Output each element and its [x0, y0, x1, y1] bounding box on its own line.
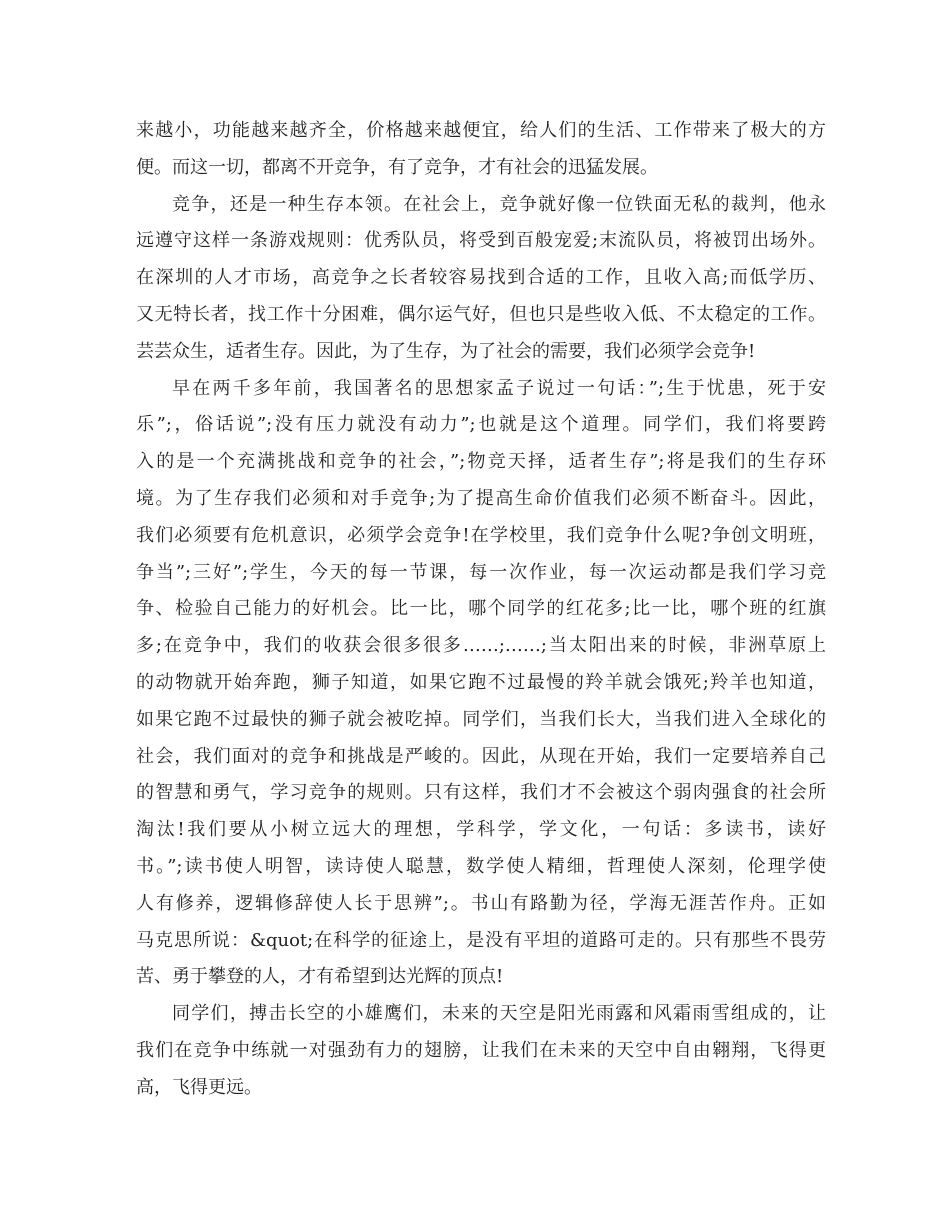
- text-line: 远遵守这样一条游戏规则：优秀队员，将受到百般宠爱;末流队员，将被罚出场外。: [136, 230, 826, 252]
- text-line: 来越小，功能越来越齐全，价格越来越便宜，给人们的生活、工作带来了极大的方: [136, 120, 826, 141]
- text-line: 多;在竞争中，我们的收获会很多很多……;……;当太阳出来的时候，非洲草原上: [136, 635, 826, 657]
- text-line: 马克思所说：&quot;在科学的征途上，是没有平坦的道路可走的。只有那些不畏劳: [136, 929, 826, 951]
- text-line: 芸芸众生，适者生存。因此，为了生存，为了社会的需要，我们必须学会竞争!: [136, 340, 756, 362]
- text-line: 争当”;三好”;学生，今天的每一节课，每一次作业，每一次运动都是我们学习竞: [136, 561, 826, 583]
- text-line: 早在两千多年前，我国著名的思想家孟子说过一句话：”;生于忧患，死于安: [172, 377, 826, 399]
- text-line: 书。”;读书使人明智，读诗使人聪慧，数学使人精细，哲理使人深刻，伦理学使: [136, 855, 826, 877]
- text-line: 社会，我们面对的竞争和挑战是严峻的。因此，从现在开始，我们一定要培养自己: [136, 745, 826, 767]
- text-line: 如果它跑不过最快的狮子就会被吃掉。同学们，当我们长大，当我们进入全球化的: [136, 708, 826, 730]
- text-line: 人有修养，逻辑修辞使人长于思辨”;。书山有路勤为径，学海无涯苦作舟。正如: [136, 892, 826, 914]
- text-line: 我们在竞争中练就一对强劲有力的翅膀，让我们在未来的天空中自由翱翔，飞得更: [136, 1039, 826, 1061]
- text-line: 入的是一个充满挑战和竞争的社会，”;物竞天择，适者生存”;将是我们的生存环: [136, 451, 826, 473]
- text-line: 乐”;，俗话说”;没有压力就没有动力”;也就是这个道理。同学们，我们将要跨: [136, 414, 826, 436]
- text-line: 争、检验自己能力的好机会。比一比，哪个同学的红花多;比一比，哪个班的红旗: [136, 598, 826, 620]
- text-line: 又无特长者，找工作十分困难，偶尔运气好，但也只是些收入低、不太稳定的工作。: [136, 303, 826, 325]
- text-line: 境。为了生存我们必须和对手竞争;为了提高生命价值我们必须不断奋斗。因此，: [136, 487, 826, 509]
- text-line: 的动物就开始奔跑，狮子知道，如果它跑不过最慢的羚羊就会饿死;羚羊也知道，: [136, 671, 826, 693]
- text-line: 便。而这一切，都离不开竞争，有了竞争，才有社会的迅猛发展。: [136, 156, 658, 178]
- text-line: 苦、勇于攀登的人，才有希望到达光辉的顶点!: [136, 966, 504, 988]
- text-line: 在深圳的人才市场，高竞争之长者较容易找到合适的工作，且收入高;而低学历、: [136, 267, 826, 289]
- text-line: 淘汰!我们要从小树立远大的理想，学科学，学文化，一句话：多读书，读好: [136, 819, 826, 841]
- text-line: 同学们，搏击长空的小雄鹰们，未来的天空是阳光雨露和风霜雨雪组成的，让: [172, 1003, 826, 1025]
- text-line: 高，飞得更远。: [136, 1076, 262, 1098]
- body-text: [136, 113, 826, 1107]
- text-line: 竞争，还是一种生存本领。在社会上，竞争就好像一位铁面无私的裁判，他永: [172, 193, 826, 215]
- text-line: 的智慧和勇气，学习竞争的规则。只有这样，我们才不会被这个弱肉强食的社会所: [136, 782, 826, 804]
- text-line: 我们必须要有危机意识，必须学会竞争!在学校里，我们竞争什么呢?争创文明班，: [136, 524, 826, 546]
